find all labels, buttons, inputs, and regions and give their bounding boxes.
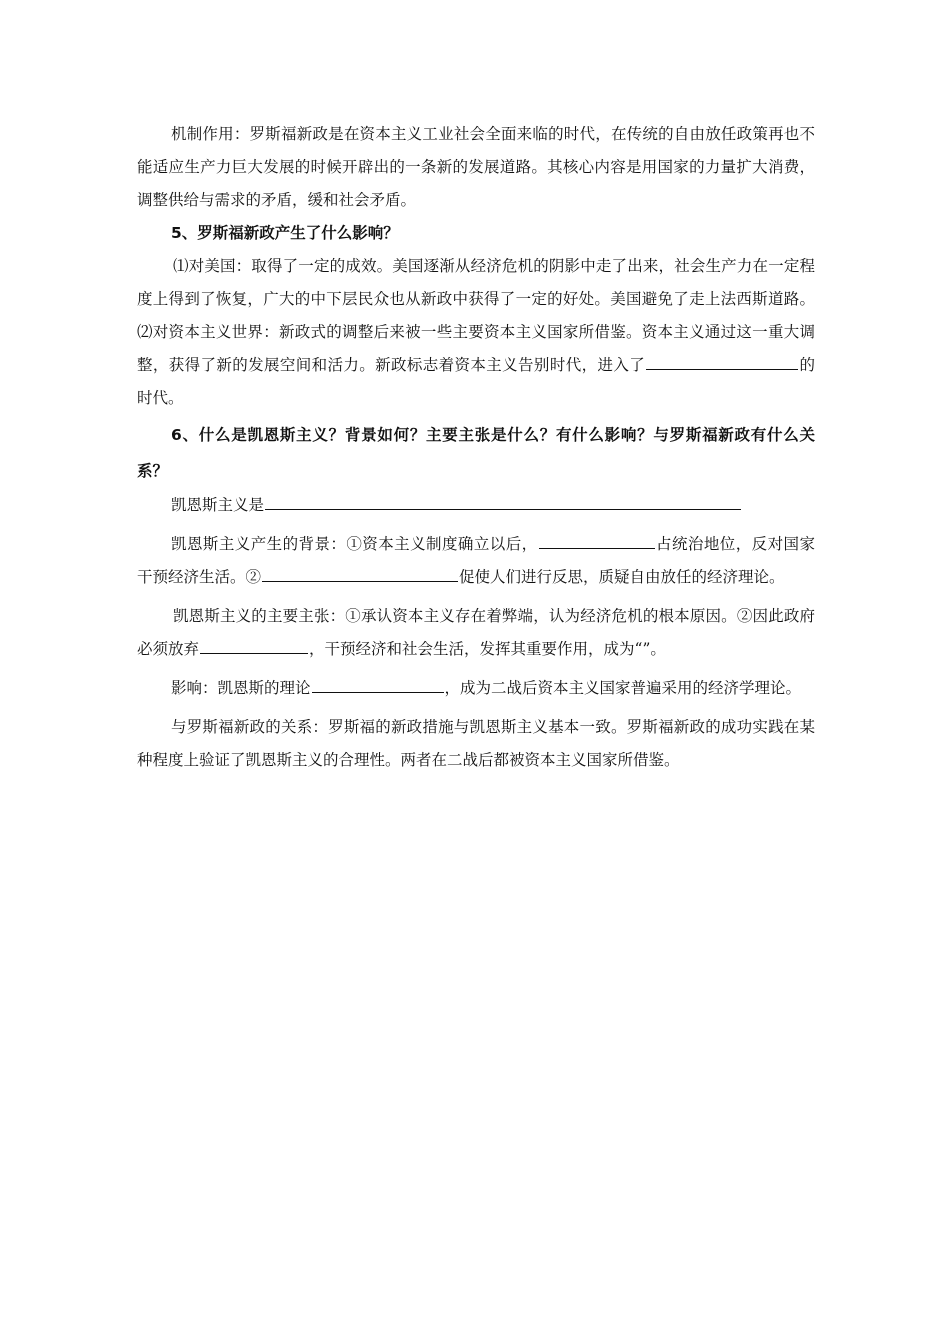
relation-paragraph: 与罗斯福新政的关系：罗斯福的新政措施与凯恩斯主义基本一致。罗斯福新政的成功实践在某种程度上验证了凯恩斯主义的合理性。两者在二战后都被资本主义国家所借鉴。 <box>137 718 815 769</box>
definition-fill-blank[interactable] <box>265 491 741 510</box>
mechanism-paragraph: 机制作用：罗斯福新政是在资本主义工业社会全面来临的时代，在传统的自由放任政策再也不能适应生产力巨大发展的时候开辟出的一条新的发展道路。其核心内容是用国家的力量扩大消费，调整供给与需求的矛盾，缓和社会矛盾。 <box>137 125 815 209</box>
background-text-c: 促使人们进行反思，质疑自由放任的经济理论。 <box>459 568 785 586</box>
definition-label: 凯恩斯主义是 <box>171 496 265 514</box>
influence-fill-blank[interactable] <box>312 674 444 693</box>
claims-text-d: ”。 <box>642 640 666 658</box>
background-fill-blank-2[interactable] <box>262 563 458 582</box>
question-5-heading: 5、罗斯福新政产生了什么影响？ <box>171 224 399 242</box>
document-page <box>137 118 815 777</box>
keynes-claims <box>137 600 815 666</box>
question-5-answer <box>137 250 815 415</box>
q5-answer-text-3: 的时代。 <box>137 356 815 407</box>
claims-text-a: 凯恩斯主义的主要主张：①承认资本主义存在着弊端，认为经济危机的根本原因 <box>173 607 722 625</box>
keynes-definition <box>137 489 815 522</box>
q5-fill-blank[interactable] <box>646 351 798 370</box>
influence-text-a: 影响：凯恩斯的理论 <box>171 679 311 697</box>
claims-fill-blank-1[interactable] <box>200 635 308 654</box>
background-text-b: 占统治地位，反对国家干预经济生活。② <box>137 535 815 586</box>
background-text-a: 凯恩斯主义产生的背景：①资本主义制度确立以后， <box>171 535 538 553</box>
question-6-heading: 6、什么是凯恩斯主义？背景如何？主要主张是什么？有什么影响？与罗斯福新政有什么关系？ <box>137 426 815 480</box>
keynes-background <box>137 528 815 594</box>
background-fill-blank-1[interactable] <box>539 530 655 549</box>
keynes-influence <box>137 672 815 705</box>
claims-text-c: ，干预经济和社会生活，发挥其重要作用，成为“ <box>309 640 643 658</box>
q5-answer-text-1: ⑴对美国：取得了一定的成效。美国逐渐从经济危机的阴影中走了出来，社会生产力在一定程度上得到了恢复，广大的中下层民众也从新政中获得了一定的好处。美国避免了走上法西斯道路。⑵对资本主义世界：新政式的调整后来被一些主要资本主义国家所借鉴。资本主义通过这一重大调整，获得了新的发展空间和活力。新政标志着资本主义告别 <box>137 257 815 374</box>
claims-text-b: 。②因此政府必须放弃 <box>137 607 815 658</box>
q5-answer-text-2: 时代，进入了 <box>549 356 646 374</box>
influence-text-b: ，成为二战后资本主义国家普遍采用的经济学理论。 <box>444 679 802 697</box>
